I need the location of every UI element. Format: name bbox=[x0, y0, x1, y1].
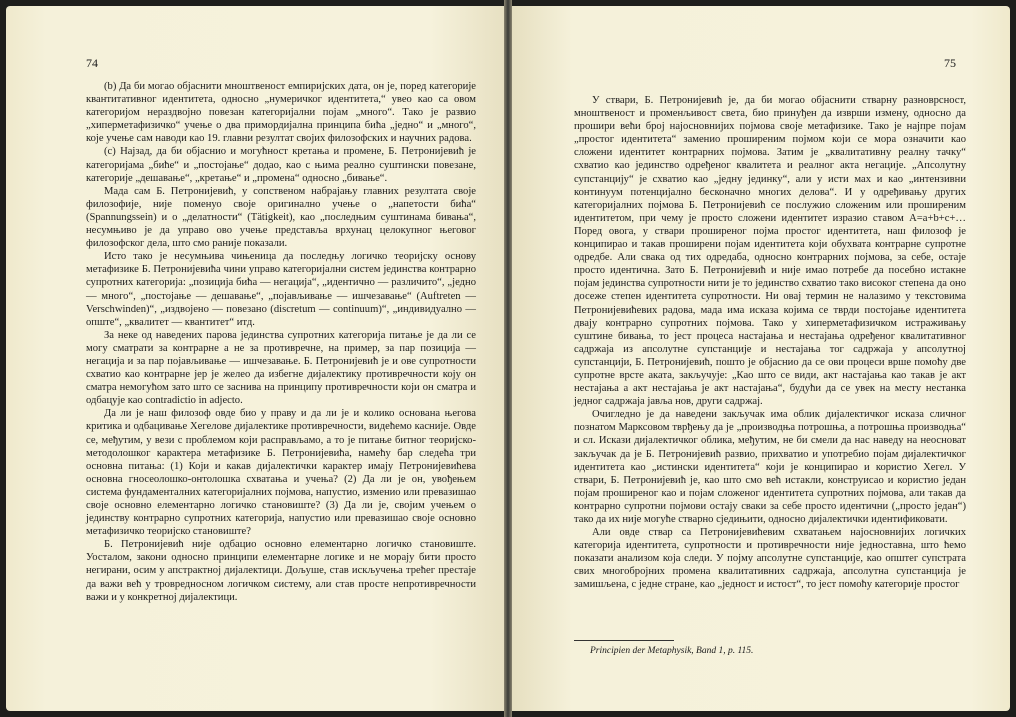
paragraph: Мада сам Б. Петронијевић, у сопственом набрајању главних резултата своје филозофије, није поменуо своје оригинално учење о „напетости бића“ (Spannungssein) и о „делатности“ (Tätigkeit), као „последњим суштинама бивања“, несумњиво је да управо ово учење представља врхунац целокупног његовог филозофског дела, што смо раније показали. bbox=[86, 185, 476, 250]
left-page-body bbox=[86, 80, 476, 604]
right-page bbox=[512, 6, 1010, 711]
right-page-body bbox=[574, 94, 966, 592]
paragraph: Исто тако је несумњива чињеница да последњу логичко теоријску основу метафизике Б. Петронијевића чини управо категоријални систем јединства контрарно супротних категорија: „позиција бића — негација“, „идентично — различито“, „једно — много“, „постојање — дешавање“, „појављивање — ишчезавање“ (Auftreten — Verschwinden)“, „издвојено — повезано (discretum — continuum)“, „индивидуално — опште“, „квалитет — квантитет“ итд. bbox=[86, 251, 476, 328]
footnote bbox=[590, 646, 753, 656]
page-number-left: 74 bbox=[86, 56, 98, 70]
paragraph: Б. Петронијевић није одбацио основно елементарно логичко становиште. Уосталом, закони односно принципи елементарне логике и не морају бити просто негирани, осим у апстрактној дијалектици. Дољуше, став искључења трећег престаје да важи већ у тровредносном логичком систему, али став просте непротивречности важи и у конкретној дијалектици. bbox=[86, 539, 476, 603]
paragraph: (b) Да би могао објаснити мноштвеност емпиријских дата, он је, поред категорије квантитативног идентитета, односно „нумеричког идентитета,“ увео као са овом категоријом нераздвојно повезан категоријални појам „много“. Тако је развио „хиперметафизичко“ учење о два примордијална принципа бића „једно“ и „много“, које учење сам наводи као 19. главни резултат својих филозофских и научних радова. bbox=[86, 81, 476, 145]
left-page bbox=[6, 6, 504, 711]
paragraph: (c) Најзад, да би објаснио и могућност кретања и промене, Б. Петронијевић је категоријама „биће“ и „постојање“ додао, као с њима реално суштински повезане, категорије „дешавање“, „кретање“ и „промена“ односно „бивање“. bbox=[86, 146, 476, 184]
paragraph: У ствари, Б. Петронијевић је, да би могао објаснити стварну разноврсност, мноштвеност и променљивост света, био принуђен да изврши измену, односно да прошири већи број најосновнијих појмова своје метафизике. Тако је најпре појам „простог идентитета“ заменио проширеним појмом који се мора означити као сложени идентитет контрарних појмова. Затим је „квалитативну реалну тачку“ схватио као јединство одређеног квалитета и реалног акта негације. „Апсолутну супстанцију“ је схватио као „једну јединку“, али у исти мах и као „интензивни континуум потенцијално бесконачно многих делова“. И у одређивању других категоријалних појмова Б. Петронијевић се послужио сложеним или проширеним идентитетом, при чему је просто сложени идентитет изразио ставом A=a+b+c+… Поред овога, у ствари проширеног појма простог идентитета, наш филозоф је конципирао и такав проширени појам идентитета који обухвата контрарне супротне одредбе. Али свака од тих одредаба, односно контрарних појмова, за себе, остаје просто идентична. Зато Б. Петронијевић и није имао потребе да посебно истакне појам јединства супротности нити је то јединство схватио тако високог степена да оно досеже степен идентитета супротности. Ни овај термин не налазимо у текстовима Петронијевићевих радова, мада има исказа којима се тврди постојање идентитета двају контрарно супротних појмова. Тако у хиперметафизичком истраживању суштине бивања, то јест процеса настајања и нестајања одређеног квалитативног садржаја из апсолутне супстанције и нестајања тог садржаја у апсолутној супстанцији, Б. Петронијевић, пошто је објаснио да се ови процеси врше помоћу две супротне врсте аката, закључује: „Као што се види, акт настајања као такав је акт нестајања а акт нестајања је акт настајања“, будући да се увек на месту нестанка једног садржаја јавља нов, други садржај. bbox=[574, 95, 966, 408]
book-gutter bbox=[504, 0, 512, 717]
paragraph: Да ли је наш филозоф овде био у праву и да ли је и колико основана његова критика и одбацивање Хегелове дијалектике противречности, видећемо касније. Овде се, међутим, у вези с проблемом који расправљамо, а то је питање битног теоријско-методолошког карактера метафизике Б. Петронијевића, намећу бар следећа три основна питања: (1) Који и какав дијалектички карактер имају Петронијевићева основна гносеолошко-онтолошка схватања и учења? (2) Да ли је он, увођењем система фундаменталних категоријалних појмова, напустио, изменио или превазишао своје основно елементарно логичко становиште? (3) Да ли је, својим учењем о јединству контрарно супротних категорија, напустио или превазишао своје основно метафизичко теоријско становиште? bbox=[86, 408, 476, 538]
footnote-text: Principien der Metaphysik, Band 1, p. 115. bbox=[590, 646, 754, 656]
paragraph: Очигледно је да наведени закључак има облик дијалектичког исказа сличног познатом Марксовом тврђењу да је „производња потрошња, а потрошња производња“ и сл. Искази дијалектичког облика, међутим, не би смели да нас наведу на неосноват закључак да је Б. Петронијевић развио, прихватио и употребио појам дијалектичког идентитета као „истински идентитета“ који је конципирао и користио Хегел. У ствари, Б. Петронијевић је, као што смо већ истакли, конструисао и користио један појам проширеног као и појам сложеног идентитета супротних појмова, али такав да контрарно супротни појмови остају сваки за себе просто идентични („просто један“) тако да их није могуће стварно сједињити, односно дијалектички идентификовати. bbox=[574, 409, 966, 525]
paragraph: Али овде ствар са Петронијевићевим схватањем најосновнијих логичких категорија идентитета, супротности и противречности није једноставна, што ћемо показати анализом која следи. У појму апсолутне супстанције, као општег супстрата свих многобројних промена квалитативних садржаја, апсолутна супстанција је замишљена, с једне стране, као „једност и истост“, то јест помоћу категорије простог bbox=[574, 527, 966, 591]
page-number-right: 75 bbox=[944, 56, 956, 70]
paragraph: За неке од наведених парова јединства супротних категорија питање је да ли се могу сматрати за контрарне а не за противречне, на пример, за пар позиција — негација и за пар појављивање — ишчезавање. Б. Петронијевић је и ове супротности схватио као контрарне јер је желео да избегне дијалектику противречности коју он сматра немогућом зато што се заснива на принципу противречности који он сматра и одбацује као contradictio in adjecto. bbox=[86, 329, 476, 407]
footnote-rule bbox=[574, 640, 674, 641]
